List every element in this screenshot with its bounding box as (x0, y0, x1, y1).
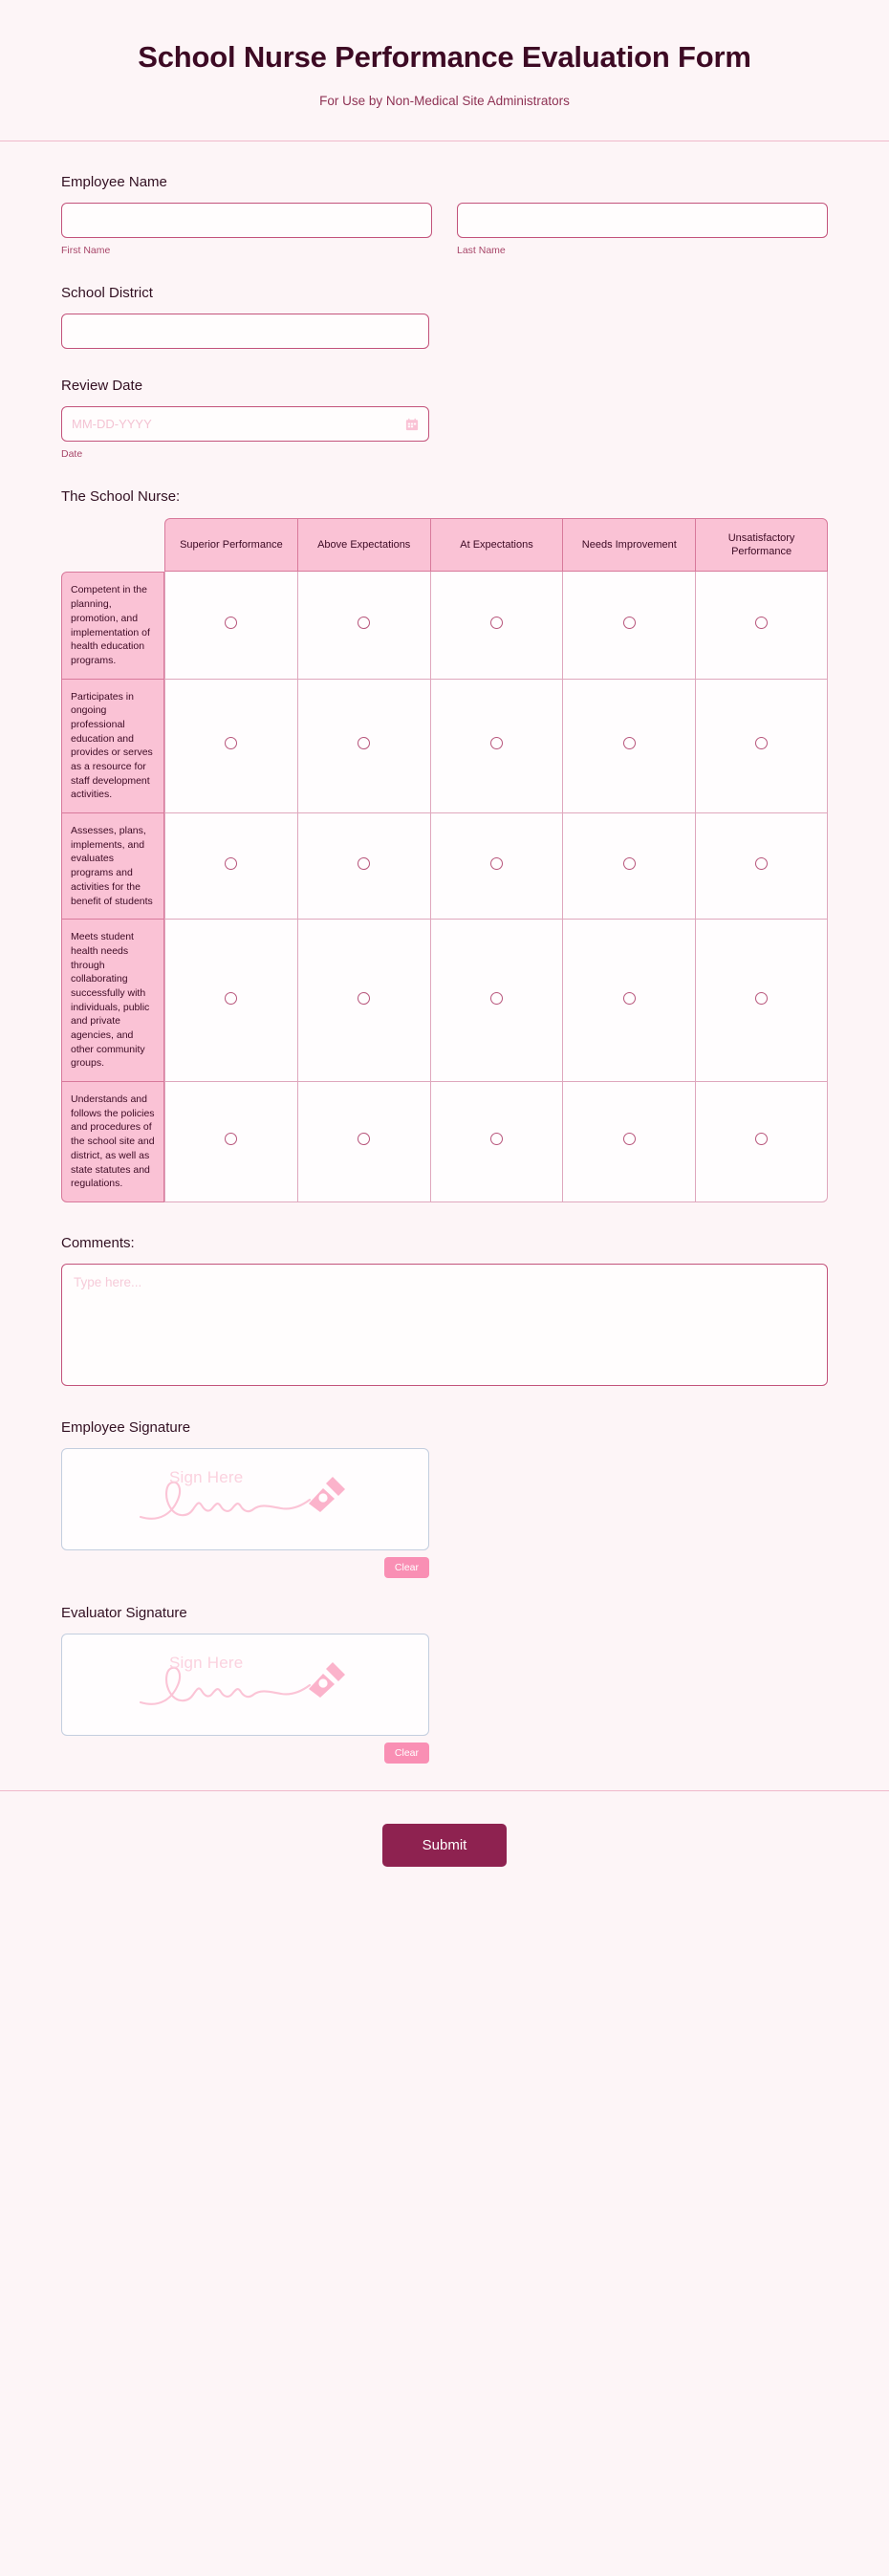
form-footer (0, 1790, 889, 1913)
matrix-cell-4-3[interactable] (562, 1082, 695, 1202)
matrix-cell-3-2[interactable] (430, 920, 563, 1082)
radio-2-3[interactable] (623, 857, 636, 870)
matrix-row-label-3: Meets student health needs through collaborating successfully with individuals, public and private agencies, and other community groups. (61, 920, 164, 1082)
matrix-cell-2-3[interactable] (562, 813, 695, 920)
employee-signature-group (0, 1419, 889, 1578)
review-date-sub-label: Date (61, 448, 83, 461)
form-header (0, 0, 889, 141)
matrix-cell-0-2[interactable] (430, 572, 563, 679)
employee-signature-clear-row (61, 1557, 429, 1578)
radio-0-3[interactable] (623, 617, 636, 629)
matrix-cell-4-0[interactable] (164, 1082, 297, 1202)
radio-4-2[interactable] (490, 1133, 503, 1145)
matrix-cell-1-3[interactable] (562, 680, 695, 814)
matrix-header-row (61, 518, 828, 572)
review-date-field-group (0, 378, 889, 460)
radio-1-1[interactable] (358, 737, 370, 749)
review-date-label: Review Date (61, 378, 143, 395)
evaluator-signature-clear-row (61, 1743, 429, 1764)
radio-0-1[interactable] (358, 617, 370, 629)
matrix-cell-4-1[interactable] (297, 1082, 430, 1202)
school-district-input[interactable] (61, 314, 429, 349)
matrix-col-header-4: Unsatisfactory Performance (695, 518, 828, 572)
matrix-row-3 (61, 920, 828, 1082)
submit-button[interactable]: Submit (382, 1824, 507, 1867)
matrix-row-4 (61, 1082, 828, 1202)
radio-3-3[interactable] (623, 992, 636, 1005)
matrix-row-label-2: Assesses, plans, implements, and evaluates programs and activities for the benefit of students (61, 813, 164, 920)
matrix-cell-2-4[interactable] (695, 813, 828, 920)
first-name-sub-label: First Name (61, 245, 111, 257)
employee-signature-label: Employee Signature (61, 1418, 191, 1436)
matrix-cell-2-2[interactable] (430, 813, 563, 920)
school-district-label: School District (61, 285, 153, 302)
radio-2-4[interactable] (755, 857, 768, 870)
matrix-row-label-4: Understands and follows the policies and procedures of the school site and district, as well as state statutes and regulations. (61, 1082, 164, 1202)
signature-placeholder-icon (136, 1649, 356, 1720)
comments-field-group (0, 1235, 889, 1391)
radio-2-2[interactable] (490, 857, 503, 870)
matrix-cell-1-0[interactable] (164, 680, 297, 814)
matrix-cell-2-1[interactable] (297, 813, 430, 920)
last-name-column (457, 203, 828, 256)
first-name-input[interactable] (61, 203, 432, 238)
review-date-input[interactable] (61, 406, 429, 442)
signature-placeholder-icon (136, 1463, 356, 1534)
comments-textarea[interactable] (61, 1264, 828, 1386)
matrix-cell-1-2[interactable] (430, 680, 563, 814)
employee-name-field-group (0, 174, 889, 256)
performance-matrix-block (0, 488, 889, 1202)
matrix-cell-1-1[interactable] (297, 680, 430, 814)
radio-2-0[interactable] (225, 857, 237, 870)
page-title: School Nurse Performance Evaluation Form (138, 40, 751, 74)
radio-0-0[interactable] (225, 617, 237, 629)
matrix-col-header-2: At Expectations (430, 518, 563, 572)
matrix-row-1 (61, 680, 828, 814)
review-date-input-wrapper (61, 406, 429, 442)
evaluator-signature-clear-button[interactable]: Clear (384, 1743, 429, 1764)
radio-4-1[interactable] (358, 1133, 370, 1145)
matrix-cell-0-4[interactable] (695, 572, 828, 679)
radio-1-0[interactable] (225, 737, 237, 749)
matrix-label: The School Nurse: (61, 488, 181, 506)
matrix-head (61, 518, 828, 572)
comments-label: Comments: (61, 1234, 135, 1251)
evaluator-signature-group (0, 1605, 889, 1764)
radio-3-4[interactable] (755, 992, 768, 1005)
employee-name-inputs-row (61, 203, 828, 256)
radio-3-2[interactable] (490, 992, 503, 1005)
performance-matrix-table (61, 518, 828, 1202)
matrix-cell-3-4[interactable] (695, 920, 828, 1082)
employee-signature-hint: Sign Here (169, 1467, 244, 1486)
radio-1-4[interactable] (755, 737, 768, 749)
radio-3-1[interactable] (358, 992, 370, 1005)
radio-4-4[interactable] (755, 1133, 768, 1145)
radio-4-3[interactable] (623, 1133, 636, 1145)
radio-3-0[interactable] (225, 992, 237, 1005)
page-subtitle: For Use by Non-Medical Site Administrators (319, 94, 570, 109)
radio-0-2[interactable] (490, 617, 503, 629)
matrix-row-2 (61, 813, 828, 920)
matrix-col-header-0: Superior Performance (164, 518, 297, 572)
radio-0-4[interactable] (755, 617, 768, 629)
matrix-cell-4-2[interactable] (430, 1082, 563, 1202)
matrix-corner-cell (61, 518, 164, 572)
matrix-body (61, 572, 828, 1201)
evaluator-signature-label: Evaluator Signature (61, 1604, 187, 1621)
last-name-input[interactable] (457, 203, 828, 238)
employee-name-label: Employee Name (61, 174, 167, 191)
matrix-row-0 (61, 572, 828, 679)
matrix-cell-4-4[interactable] (695, 1082, 828, 1202)
first-name-column (61, 203, 432, 256)
last-name-sub-label: Last Name (457, 245, 506, 257)
matrix-cell-0-1[interactable] (297, 572, 430, 679)
form-body (0, 141, 889, 1764)
matrix-cell-3-1[interactable] (297, 920, 430, 1082)
matrix-col-header-1: Above Expectations (297, 518, 430, 572)
matrix-cell-0-0[interactable] (164, 572, 297, 679)
evaluator-signature-pad[interactable] (61, 1634, 429, 1736)
matrix-cell-0-3[interactable] (562, 572, 695, 679)
radio-1-2[interactable] (490, 737, 503, 749)
employee-signature-clear-button[interactable]: Clear (384, 1557, 429, 1578)
radio-2-1[interactable] (358, 857, 370, 870)
matrix-cell-3-3[interactable] (562, 920, 695, 1082)
matrix-col-header-3: Needs Improvement (562, 518, 695, 572)
matrix-cell-2-0[interactable] (164, 813, 297, 920)
matrix-cell-3-0[interactable] (164, 920, 297, 1082)
matrix-cell-1-4[interactable] (695, 680, 828, 814)
matrix-row-label-0: Competent in the planning, promotion, and implementation of health education programs. (61, 572, 164, 679)
employee-signature-pad[interactable] (61, 1448, 429, 1550)
matrix-row-label-1: Participates in ongoing professional education and provides or serves as a resource for staff development activities. (61, 680, 164, 814)
evaluator-signature-hint: Sign Here (169, 1653, 244, 1672)
school-district-field-group (0, 285, 889, 349)
radio-4-0[interactable] (225, 1133, 237, 1145)
radio-1-3[interactable] (623, 737, 636, 749)
